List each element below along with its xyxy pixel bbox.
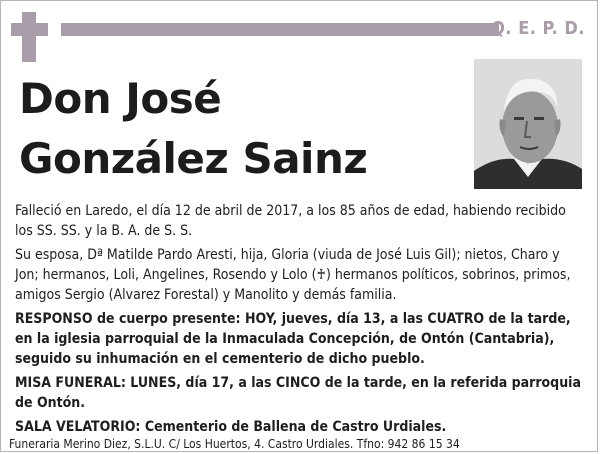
header-bar: [61, 23, 499, 36]
qepd-label: Q. E. P. D.: [491, 18, 585, 39]
funeral-home-footer: Funeraria Merino Diez, S.L.U. C/ Los Huertos, 4. Castro Urdiales. Tfno: 942 86 15 34: [9, 437, 460, 451]
funeral-mass-notice: MISA FUNERAL: LUNES, día 17, a las CINCO de la tarde, en la referida parroquia de Ontón.: [15, 375, 581, 411]
name-line-2: González Sainz: [19, 134, 368, 183]
portrait-photo: [474, 59, 582, 189]
death-notice: Falleció en Laredo, el día 12 de abril de 2017, a los 85 años de edad, habiendo recibido los SS. SS. y la B. A. de S. S.: [15, 203, 566, 239]
family-list: Su esposa, Dª Matilde Pardo Aresti, hija, Gloria (viuda de José Luis Gil); nietos, Charo y Jon; hermanos, Loli, Angelines, Rosendo y Lolo (♰) hermanos políticos, sobrinos, primos, amigos Sergio (Alvarez Forestal) y Manolito y demás familia.: [15, 247, 571, 303]
cross-icon: [11, 12, 51, 62]
wake-room-notice: SALA VELATORIO: Cementerio de Ballena de Castro Urdiales.: [15, 419, 447, 435]
name-line-1: Don José: [19, 74, 222, 123]
responso-notice: RESPONSO de cuerpo presente: HOY, jueves, día 13, a las CUATRO de la tarde, en la iglesia parroquial de la Inmaculada Concepción, de Ontón (Cantabria), seguido su inhumación en el cementerio de dicho pueblo.: [15, 311, 571, 367]
deceased-name: [19, 69, 367, 189]
obituary-body: [15, 201, 585, 441]
